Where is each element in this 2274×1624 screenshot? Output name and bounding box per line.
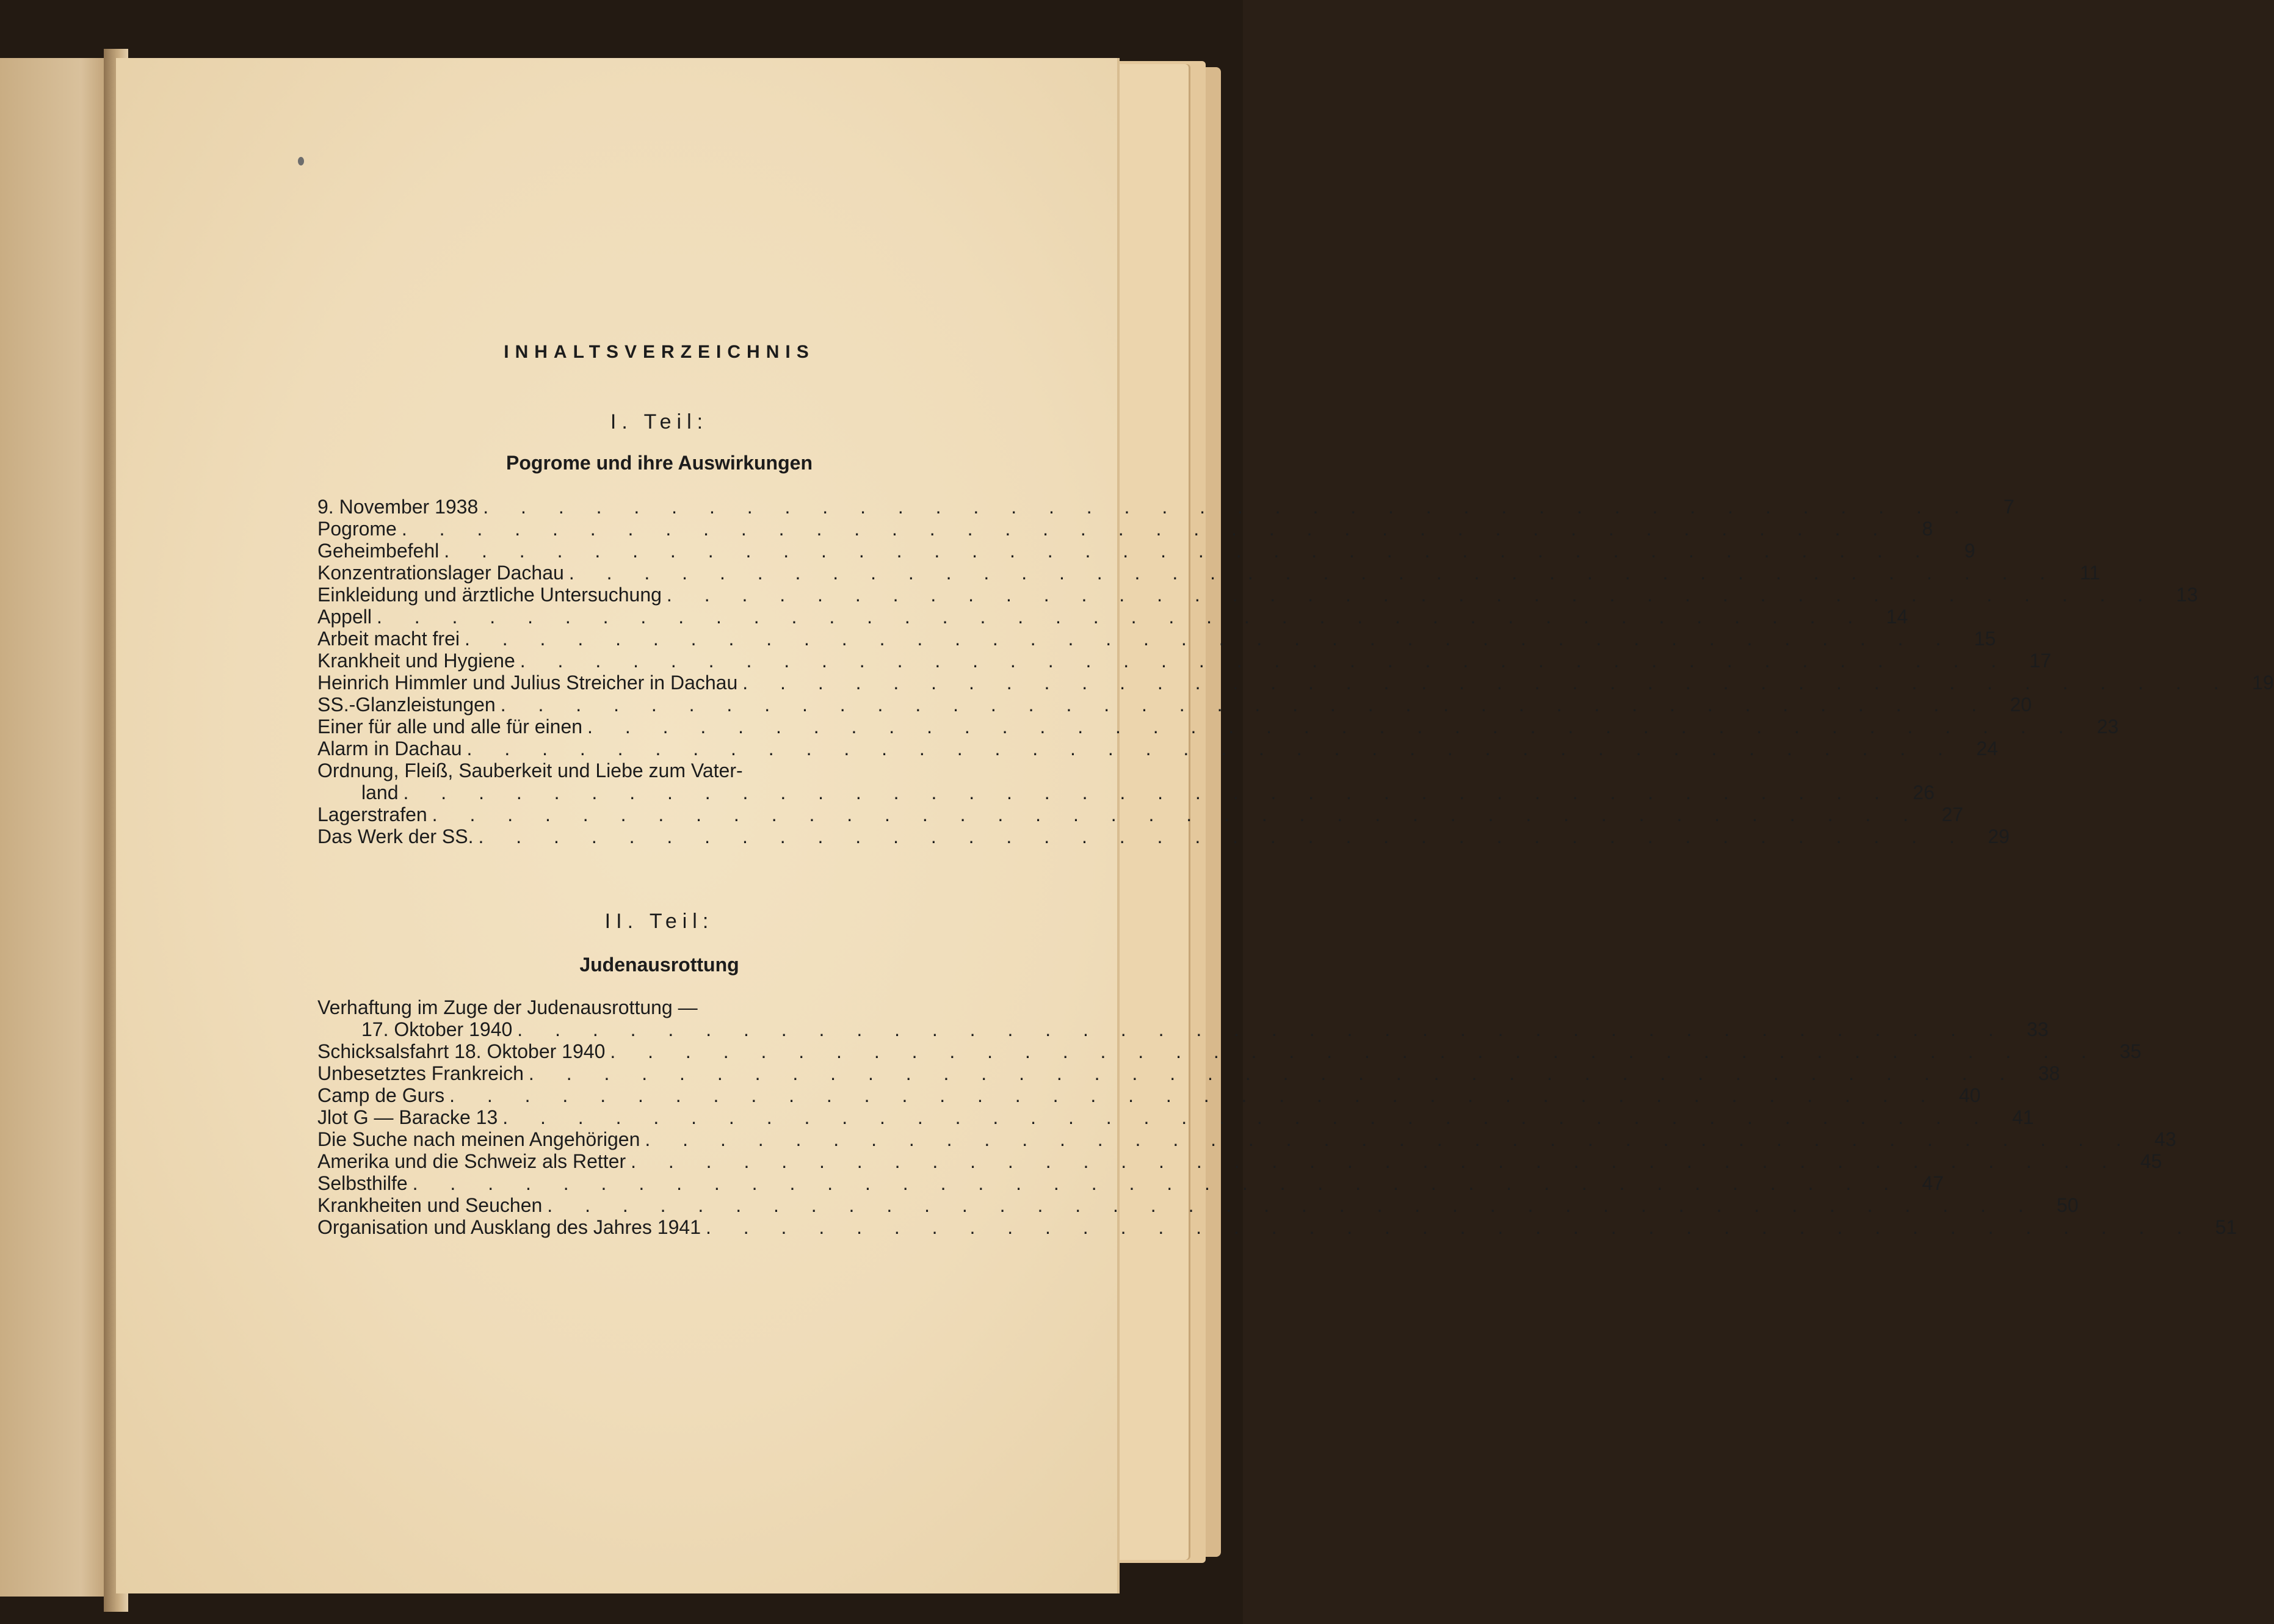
toc-entry-title: Appell (317, 606, 372, 628)
toc-entry (317, 672, 2274, 694)
toc-entry-title: Alarm in Dachau (317, 738, 462, 759)
toc-entry (317, 496, 2015, 518)
toc-entry (317, 1194, 2079, 1216)
toc-entry-page: 9 (1964, 540, 1975, 562)
dot-leader: . . . . . . . . . . . . . . . . . . . . . . . . . . . . . . . . . . . . . . . . (666, 584, 2157, 606)
toc-entry-page: 45 (2140, 1150, 2162, 1172)
part-2-toc-list (317, 996, 2237, 1238)
part-1-label: I. Teil: (610, 410, 709, 433)
toc-entry-continuation (317, 1018, 2049, 1040)
toc-entry-title: Amerika und die Schweiz als Retter (317, 1150, 626, 1172)
part-2-label: II. Teil: (604, 910, 714, 933)
toc-entry (317, 1216, 2237, 1238)
toc-entry-page: 20 (2010, 694, 2032, 716)
toc-entry (317, 584, 2198, 606)
dot-leader: . . . . . . . . . . . . . . . . . . . . . . . . . . . . . . . . . . . . . . . . (464, 628, 1955, 650)
toc-entry-page: 8 (1922, 518, 1933, 540)
toc-entry (317, 996, 842, 1018)
toc-entry-title: Lagerstrafen (317, 803, 427, 825)
dot-leader: . . . . . . . . . . . . . . . . . . . . . . . . . . . . . . . . . . . . . . . . (645, 1128, 2135, 1150)
dot-leader: . . . . . . . . . . . . . . . . . . . . . . . . . . . . . . . . . . . . . . . . (412, 1172, 1902, 1194)
toc-entry-page: 29 (1988, 825, 2010, 847)
toc-entry-page: 40 (1958, 1084, 1981, 1106)
toc-entry-page: 51 (2215, 1216, 2237, 1238)
dot-leader: . . . . . . . . . . . . . . . . . . . . . . . . . . . . . . . . . . . . . . . . (500, 694, 1991, 716)
dot-leader: . . . . . . . . . . . . . . . . . . . . . . . . . . . . . . . . . . . . . . . . (547, 1194, 2037, 1216)
toc-entry-title: Schicksalsfahrt 18. Oktober 1940 (317, 1040, 606, 1062)
toc-entry-page: 27 (1941, 803, 1964, 825)
toc-entry (317, 694, 2032, 716)
toc-entry-page: 50 (2057, 1194, 2079, 1216)
dot-leader: . . . . . . . . . . . . . . . . . . . . . . . . . . . . . . . . . . . . . . . . (631, 1150, 2121, 1172)
toc-entry-page: 47 (1922, 1172, 1944, 1194)
toc-entry-title: Selbsthilfe (317, 1172, 408, 1194)
dot-leader: . . . . . . . . . . . . . . . . . . . . . . . . . . . . . . . . . . . . . . . . (478, 825, 1968, 847)
toc-entry (317, 628, 1996, 650)
toc-entry (317, 759, 842, 781)
toc-entry-page: 33 (2027, 1018, 2049, 1040)
toc-entry-title: SS.-Glanzleistungen (317, 694, 496, 716)
dot-leader: . . . . . . . . . . . . . . . . . . . . . . . . . . . . . . . . . . . . . . . . (444, 540, 1934, 562)
toc-entry-page: 41 (2012, 1106, 2034, 1128)
toc-entry-title-continuation: land (361, 781, 399, 803)
toc-entry-title: Konzentrationslager Dachau (317, 562, 564, 584)
dot-leader: . . . . . . . . . . . . . . . . . . . . . . . . . . . . . . . . . . . . . . . . (742, 672, 2232, 694)
toc-entry (317, 650, 2052, 672)
toc-entry-page: 23 (2096, 716, 2119, 738)
paper-speck (298, 157, 304, 165)
toc-entry-page: 7 (2003, 496, 2015, 518)
part-1-title: Pogrome und ihre Auswirkungen (506, 452, 813, 474)
dot-leader: . . . . . . . . . . . . . . . . . . . . . . . . . . . . . . . . . . . . . . . . (403, 781, 1893, 803)
part-1-toc-list (317, 496, 2274, 847)
toc-entry (317, 1084, 1981, 1106)
toc-entry-page: 38 (2038, 1062, 2060, 1084)
toc-entry-page: 24 (1976, 738, 1998, 759)
dot-leader: . . . . . . . . . . . . . . . . . . . . . . . . . . . . . . . . . . . . . . . . (432, 803, 1922, 825)
toc-entry-title: Pogrome (317, 518, 397, 540)
toc-entry-title: Einer für alle und alle für einen (317, 716, 583, 738)
dot-leader: . . . . . . . . . . . . . . . . . . . . . . . . . . . . . . . . . . . . . . . . (449, 1084, 1939, 1106)
toc-entry-title: Krankheiten und Seuchen (317, 1194, 543, 1216)
toc-entry (317, 540, 1975, 562)
toc-entry-title: Geheimbefehl (317, 540, 440, 562)
toc-entry-continuation (317, 781, 1935, 803)
toc-entry-title: Heinrich Himmler und Julius Streicher in Dachau (317, 672, 738, 694)
toc-entry (317, 1172, 1944, 1194)
toc-entry-page: 15 (1974, 628, 1996, 650)
toc-entry-page: 17 (2029, 650, 2052, 672)
toc-entry (317, 803, 1964, 825)
dot-leader: . . . . . . . . . . . . . . . . . . . . . . . . . . . . . . . . . . . . . . . . (376, 606, 1867, 628)
toc-entry-page: 19 (2252, 672, 2274, 694)
toc-entry-title: Krankheit und Hygiene (317, 650, 515, 672)
toc-title: INHALTSVERZEICHNIS (504, 342, 815, 362)
dot-leader: . . . . . . . . . . . . . . . . . . . . . . . . . . . . . . . . . . . . . . . . (401, 518, 1892, 540)
toc-entry (317, 825, 2010, 847)
toc-entry-title: Organisation und Ausklang des Jahres 1941 (317, 1216, 701, 1238)
part-2-title: Judenausrottung (579, 954, 739, 976)
toc-entry-page: 35 (2120, 1040, 2142, 1062)
toc-entry (317, 1062, 2060, 1084)
toc-entry-page: 14 (1886, 606, 1908, 628)
previous-page-edge (0, 58, 116, 1597)
dot-leader: . . . . . . . . . . . . . . . . . . . . . . . . . . . . . . . . . . . . . . . . (587, 716, 2077, 738)
toc-entry-page: 13 (2176, 584, 2198, 606)
dot-leader: . . . . . . . . . . . . . . . . . . . . . . . . . . . . . . . . . . . . . . . . (528, 1062, 2019, 1084)
toc-entry-title: Jlot G — Baracke 13 (317, 1106, 498, 1128)
dot-leader: . . . . . . . . . . . . . . . . . . . . . . . . . . . . . . . . . . . . . . . . (610, 1040, 2100, 1062)
dot-leader: . . . . . . . . . . . . . . . . . . . . . . . . . . . . . . . . . . . . . . . . (520, 650, 2010, 672)
toc-entry-page: 43 (2154, 1128, 2176, 1150)
dot-leader: . . . . . . . . . . . . . . . . . . . . . . . . . . . . . . . . . . . . . . . . (466, 738, 1957, 759)
toc-entry-title: Arbeit macht frei (317, 628, 460, 650)
toc-entry-title-continuation: 17. Oktober 1940 (361, 1018, 513, 1040)
toc-entry (317, 1150, 2162, 1172)
dot-leader: . . . . . . . . . . . . . . . . . . . . . . . . . . . . . . . . . . . . . . . . (483, 496, 1973, 518)
toc-entry-title: Das Werk der SS. (317, 825, 474, 847)
toc-entry-title: Einkleidung und ärztliche Untersuchung (317, 584, 662, 606)
toc-entry-title: Die Suche nach meinen Angehörigen (317, 1128, 640, 1150)
toc-entry (317, 1128, 2176, 1150)
toc-entry (317, 562, 2101, 584)
toc-entry (317, 518, 1933, 540)
dot-leader: . . . . . . . . . . . . . . . . . . . . . . . . . . . . . . . . . . . . . . . . (502, 1106, 1993, 1128)
toc-entry-title: Verhaftung im Zuge der Judenausrottung — (317, 996, 698, 1018)
toc-entry (317, 1106, 2034, 1128)
toc-entry (317, 738, 1998, 759)
toc-entry-page: 26 (1913, 781, 1935, 803)
toc-entry (317, 1040, 2142, 1062)
dot-leader: . . . . . . . . . . . . . . . . . . . . . . . . . . . . . . . . . . . . . . . . (568, 562, 2059, 584)
toc-entry-title: Ordnung, Fleiß, Sauberkeit und Liebe zum Vater- (317, 759, 743, 781)
toc-entry (317, 716, 2119, 738)
dot-leader: . . . . . . . . . . . . . . . . . . . . . . . . . . . . . . . . . . . . . . . . (517, 1018, 2007, 1040)
toc-entry-page: 11 (2079, 562, 2101, 584)
toc-entry (317, 606, 1908, 628)
toc-entry-title: 9. November 1938 (317, 496, 479, 518)
toc-entry-title: Camp de Gurs (317, 1084, 445, 1106)
dot-leader: . . . . . . . . . . . . . . . . . . . . . . . . . . . . . . . . . . . . . . . . (705, 1216, 2196, 1238)
toc-entry-title: Unbesetztes Frankreich (317, 1062, 524, 1084)
